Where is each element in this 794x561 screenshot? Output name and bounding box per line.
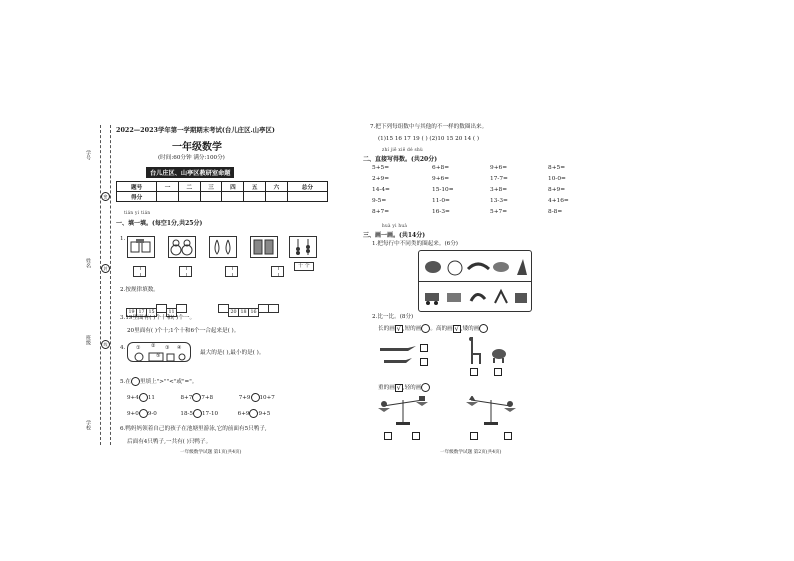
label-long: 长的画 [378, 326, 395, 332]
score-cell[interactable] [222, 192, 244, 202]
section2-grid [372, 165, 582, 225]
author-line: 台儿庄区、山亭区教研室命题 [146, 167, 234, 178]
q5-expr: 7+8 [201, 395, 214, 401]
q1-label: 1. [120, 236, 126, 242]
section1-pinyin: tián yi tián [124, 210, 151, 215]
q5-row-2 [127, 409, 327, 418]
s3-q2-long-short-tall-low [378, 324, 488, 333]
abacus-icon [290, 237, 316, 257]
seal-mark-3: 线 [101, 340, 110, 349]
q4-shape-label: ④ [177, 345, 182, 351]
seq-cell: 15 [146, 308, 157, 317]
q5-expr: 9+0 [127, 411, 139, 417]
answer-box[interactable] [412, 432, 420, 440]
compare-circle[interactable] [251, 393, 260, 402]
row-2-vehicles-animals-icons [423, 285, 529, 309]
blocks-icon [128, 237, 154, 257]
q1-picture-gourds [168, 236, 196, 258]
balance-scale-icon [466, 396, 516, 426]
q1-answer-box[interactable] [271, 266, 284, 277]
q5-expr: 18-5 [180, 411, 193, 417]
seq-cell: 16 [248, 308, 259, 317]
q1-answer-box[interactable] [225, 266, 238, 277]
answer-box[interactable] [420, 358, 428, 366]
binding-line-outer [100, 125, 101, 445]
compare-circle[interactable] [139, 393, 148, 402]
score-table-header: 三 [200, 182, 222, 192]
calc-item: 10-0= [548, 176, 566, 182]
q6-line-1: 6.鸭妈妈领着自己的孩子在池塘里游泳,它的前面有5只鸭子, [120, 426, 267, 432]
calc-item: 2+9= [372, 176, 390, 182]
check-box-icon: √ [396, 324, 402, 333]
score-table-header: 五 [244, 182, 266, 192]
score-cell[interactable] [178, 192, 200, 202]
section1-title: 一、填一填。(每空1分,共25分) [116, 220, 203, 227]
score-table-header: 四 [222, 182, 244, 192]
label-tall: 。高的画 [430, 326, 453, 332]
label-light: ,轻的画 [402, 385, 422, 391]
score-table-header: 题号 [117, 182, 157, 192]
circle-icon [421, 324, 430, 333]
calc-item: 8+5= [548, 165, 566, 171]
calc-item: 3+8= [490, 187, 508, 193]
q5-expr: 8+7 [180, 395, 193, 401]
q5-prompt [120, 377, 197, 386]
calc-item: 9-5= [372, 198, 387, 204]
q7-line-1: 7.把下列每组数中与其他的不一样的数圈出来。 [370, 124, 488, 130]
calc-item: 8+7= [372, 209, 390, 215]
score-table [116, 181, 328, 202]
answer-box[interactable] [384, 432, 392, 440]
score-cell[interactable] [200, 192, 222, 202]
battery-icon [251, 237, 277, 257]
elephant-icon [490, 346, 508, 364]
compare-circle[interactable] [139, 409, 148, 418]
seq-cell: 19 [126, 308, 137, 317]
answer-box[interactable] [470, 368, 478, 376]
q1-answer-box[interactable] [179, 266, 192, 277]
score-cell[interactable] [244, 192, 266, 202]
label-short: ,短的画 [402, 326, 422, 332]
seq-cell[interactable] [176, 304, 187, 313]
q1-picture-blocks [127, 236, 155, 258]
q5-expr: 6+9 [237, 411, 250, 417]
q5-expr: 9+4 [127, 395, 139, 401]
q1-picture-pears [209, 236, 237, 258]
check-box-icon: √ [396, 383, 402, 392]
score-row-label: 得分 [117, 192, 157, 202]
calc-item: 15-10= [432, 187, 454, 193]
section2-title: 二、直接写得数。(共20分) [363, 156, 438, 163]
score-cell[interactable] [157, 192, 179, 202]
compare-circle[interactable] [192, 393, 201, 402]
circle-icon [421, 383, 430, 392]
time-score-line: (时间:60分钟 满分:100分) [158, 155, 225, 161]
abacus-label-ones: 个 [304, 263, 310, 269]
section2-pinyin: zhí jiē xiě dé shù [382, 147, 423, 152]
right-page-footer: 一年级数学试题 第2页(共4页) [440, 450, 502, 455]
q6-line-2: 后面有4只鸭子,一共有( )只鸭子。 [127, 439, 212, 445]
exam-title: 2022—2023学年第一学期期末考试(台儿庄区.山亭区) [116, 126, 275, 134]
binding-line-inner [110, 125, 111, 445]
section3-pinyin: huà yi huà [382, 223, 408, 228]
q4-shape-label: ⑤ [156, 353, 161, 359]
seq-cell: 17 [136, 308, 147, 317]
q5-expr: 11 [147, 395, 155, 401]
q4-label: 4. [120, 345, 126, 351]
shapes-icon [131, 352, 189, 362]
calc-item: 5+7= [490, 209, 508, 215]
q4-shape-label: ③ [165, 345, 170, 351]
side-label-name: 姓名 [85, 258, 91, 268]
seq-cell: 18 [238, 308, 249, 317]
answer-box[interactable] [494, 368, 502, 376]
calc-item: 9+6= [490, 165, 508, 171]
odd-one-out-grid [418, 250, 532, 312]
calc-item: 4+16= [548, 198, 569, 204]
q1-abacus [289, 236, 317, 258]
q4-shapes-panel [127, 342, 191, 362]
seq-cell: 20 [228, 308, 239, 317]
side-label-student-id: 学号 [85, 150, 91, 160]
calc-item: 13-3= [490, 198, 508, 204]
q1-answer-boxes [133, 262, 308, 281]
side-label-school: 学校 [85, 420, 91, 430]
score-table-header: 二 [178, 182, 200, 192]
q5-expr: 17-10 [201, 411, 219, 417]
crocodile-icon [378, 342, 418, 366]
q4-shape-label: ① [136, 345, 141, 351]
check-box-icon: √ [454, 324, 459, 333]
subject-title: 一年级数学 [172, 142, 222, 153]
pear-icon [210, 237, 236, 257]
compare-circle[interactable] [193, 409, 202, 418]
q1-picture-batteries [250, 236, 278, 258]
q4-shape-label: ② [151, 343, 156, 349]
calc-item: 17-7= [490, 176, 508, 182]
q3-line-1: 3.19里面有( )个十和( )个一。 [120, 315, 196, 321]
q5-expr: 10+7 [259, 395, 275, 401]
answer-box[interactable] [420, 344, 428, 352]
seal-mark-2: 封 [101, 264, 110, 273]
q1-answer-box[interactable] [133, 266, 146, 277]
score-cell[interactable] [266, 192, 288, 202]
q5-expr: 7+9 [238, 395, 251, 401]
left-page-footer: 一年级数学试题 第1页(共4页) [180, 450, 242, 455]
calc-item: 9+6= [432, 176, 450, 182]
label-low: ,矮的画 [460, 326, 480, 332]
gourd-icon [169, 237, 195, 257]
score-table-header: 总分 [287, 182, 327, 192]
row-1-fruits-animals-icons [423, 255, 529, 279]
q5-text: 里填上">""<"或"="。 [139, 379, 198, 385]
seal-mark-1: 密 [101, 192, 110, 201]
q5-expr: 9-0 [147, 411, 157, 417]
answer-box[interactable] [470, 432, 478, 440]
q5-label: 5.在 [120, 379, 131, 385]
q3-line-2: 20里面有( )个十;1个十和6个一合起来是( )。 [127, 328, 240, 334]
seq-cell[interactable] [268, 304, 279, 313]
balance-scale-icon [378, 396, 428, 426]
calc-item: 14-4= [372, 187, 390, 193]
label-heavy: 重的画 [378, 385, 395, 391]
q2-sequence-b [219, 298, 279, 317]
calc-item: 5+5= [372, 165, 390, 171]
q5-row-1 [127, 393, 327, 402]
score-table-header: 一 [157, 182, 179, 192]
calc-item: 8-8= [548, 209, 563, 215]
section3-title: 三、画一画。(共14分) [363, 232, 426, 239]
seq-cell: 11 [166, 308, 177, 317]
calc-item: 16-3= [432, 209, 450, 215]
side-label-class: 班级 [85, 335, 91, 345]
s3-q2-prompt: 2.比一比。(8分) [372, 314, 414, 320]
q7-line-2: (1)15 16 17 19 ( ) (2)10 15 20 14 ( ) [378, 136, 480, 142]
calc-item: 11-0= [432, 198, 450, 204]
calc-item: 8+9= [548, 187, 566, 193]
s3-q2-heavy-light [378, 383, 430, 392]
abacus-label-tens: 十 [298, 263, 304, 269]
score-table-header: 六 [266, 182, 288, 192]
calc-item: 6+8= [432, 165, 450, 171]
circle-icon [479, 324, 488, 333]
q1-abacus-labels [294, 262, 314, 271]
q5-expr: 9+5 [258, 411, 271, 417]
giraffe-icon [462, 336, 486, 366]
q2-prompt: 2.按规律填数。 [120, 287, 159, 293]
s3-q1-prompt: 1.把每行中不同类的圈起来。(6分) [372, 241, 458, 247]
compare-circle-icon [131, 377, 140, 386]
score-cell[interactable] [287, 192, 327, 202]
answer-box[interactable] [504, 432, 512, 440]
q4-question: 最大的是( ),最小的是( )。 [200, 350, 265, 356]
